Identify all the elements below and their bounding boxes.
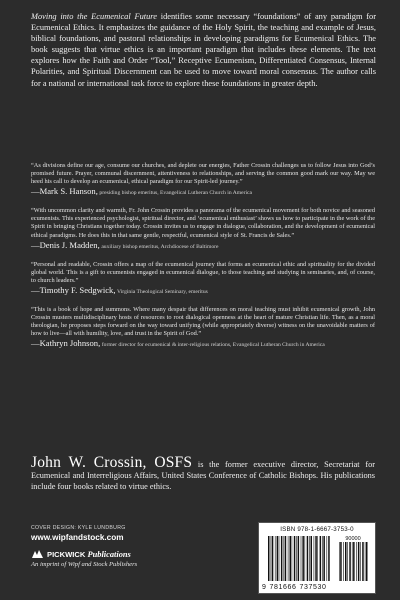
barcode-bar <box>301 536 302 581</box>
barcode-bar <box>296 536 297 581</box>
barcode-bar <box>288 536 289 581</box>
endorsement-text: “Personal and readable, Crossin offers a map of the ecumenical journey that forms an ecumenical ethic and spirituality for the divided global world. This is a gift to ecumenists engaged in ecumenical dialogue, to those teaching and studying in seminaries, and, of course, to church leaders.” <box>31 260 375 284</box>
barcode-bar <box>358 542 360 581</box>
barcode-bar <box>285 536 287 581</box>
barcode-bar <box>305 536 306 581</box>
description-body: identifies some necessary “foundations” of any paradigm for Ecumenical Ethics. It emphasizes the guidance of the Holy Spirit, the teaching and example of Jesus, biblical foundations, and pastoral relationships in developing paradigms for Ecumenical Ethics. The book suggests that virtue ethics is an important paradigm that includes these elements. The text explores how the Faith and Order “Tool,” Receptive Ecumenism, Differentiated Consensus, Internal Polarities, and Spiritual Discernment can be used to move toward moral consensus. The author calls for a national or international task force to explore these foundations in greater depth. <box>31 12 377 88</box>
pickwick-logo-icon <box>31 549 44 559</box>
author-name: John W. Crossin, OSFS <box>31 454 193 471</box>
barcode-price-code: 90000 <box>345 536 361 542</box>
barcode-bar <box>317 536 318 581</box>
barcode-bar <box>302 536 304 581</box>
publisher-website: www.wipfandstock.com <box>31 533 124 542</box>
publisher-name-caps: PICKWICK <box>47 549 86 559</box>
barcode-digits-right: 737530 <box>299 584 327 591</box>
endorser-name: —Mark S. Hanson, <box>31 186 98 197</box>
barcode-bar <box>362 542 364 581</box>
endorsement-text: “This is a book of hope and summons. Where many despair that differences on moral teaching must inhibit ecumenical growth, John Crossin musters multidisciplinary hosts of resources to root dialogical openness at the heart of mature Christian life. Then, as a moral theologian, he proposes steps forward on the way toward unifying (while appropriately diverse) witness on the unavoidable matters of how to live—all with humility, love, and trust in the Spirit of God.” <box>31 305 375 338</box>
barcode-bar <box>292 536 293 581</box>
endorser-name: —Denis J. Madden, <box>31 239 100 250</box>
endorsement-attribution <box>31 187 375 198</box>
barcode-bar <box>322 536 323 581</box>
barcode-bar <box>272 536 274 581</box>
publisher-logo <box>31 549 131 559</box>
endorser-role: auxiliary bishop emeritus, Archdiocese of Baltimore <box>101 243 219 250</box>
isbn-number: ISBN 978-1-6667-3753-0 <box>280 526 354 533</box>
publisher-name-italic: Publications <box>87 549 131 559</box>
endorsement <box>31 306 375 350</box>
barcode-bar <box>366 542 368 581</box>
barcode-bar <box>290 536 292 581</box>
barcode-bar <box>340 542 342 581</box>
book-title-italic: Moving into the Ecumenical Future <box>31 12 157 21</box>
barcode-bar <box>298 536 300 581</box>
endorser-role: former director for ecumenical & inter-religious relations, Evangelical Lutheran Church in America <box>101 342 325 349</box>
cover-design-credit: COVER DESIGN: KYLE LUNDBURG <box>31 525 126 531</box>
barcode-bar <box>343 542 344 581</box>
author-bio <box>31 454 376 492</box>
barcode-bar <box>365 542 366 581</box>
barcode-bar <box>271 536 272 581</box>
barcode-bar <box>277 536 279 581</box>
barcode-bar <box>353 542 355 581</box>
barcode-digit-first: 9 <box>262 584 266 591</box>
barcode-bar <box>356 542 357 581</box>
endorsement-attribution <box>31 339 375 350</box>
endorsement <box>31 261 375 297</box>
endorser-role: Virginia Theological Seminary, emeritus <box>117 288 208 295</box>
endorser-role: presiding bishop emeritus, Evangelical Lutheran Church in America <box>99 190 252 197</box>
barcode-bar <box>320 536 322 581</box>
barcode-bar <box>307 536 309 581</box>
barcode-bar <box>275 536 276 581</box>
barcode-bar <box>360 542 361 581</box>
book-description <box>31 11 376 89</box>
barcode-bar <box>349 542 351 581</box>
endorsement <box>31 207 375 251</box>
barcode-bar <box>294 536 296 581</box>
barcode-bar <box>339 542 340 581</box>
barcode-bar <box>328 536 330 581</box>
barcode-bar <box>315 536 317 581</box>
publisher-imprint: An imprint of Wipf and Stock Publishers <box>31 561 138 568</box>
barcode-bar <box>347 542 348 581</box>
endorsement-text: “With uncommon clarity and warmth, Fr. John Crossin provides a panorama of the ecumenical movement for both novice and seasoned ecumenists. This experienced psychologist, spiritual director, and ‘ecumenical enthusiast’ shows us how to participate in the work of the Spirit in bringing Christians together today. Crossin invites us to engage in dialogue, collaboration, and the development of ecumenical ethical paradigms. He does this in that same gentle, respectful, ecumenical style of St. Francis de Sales.” <box>31 207 375 239</box>
barcode-bar <box>327 536 328 581</box>
barcode-digits-left: 781666 <box>269 584 297 591</box>
isbn-barcode <box>258 522 376 594</box>
barcode-bar <box>284 536 285 581</box>
barcode-bar <box>352 542 353 581</box>
endorsement-attribution <box>31 286 375 297</box>
barcode-bar <box>311 536 313 581</box>
barcode-bar <box>281 536 283 581</box>
author-bio-text: is the former executive director, Secretariat for Ecumenical and Interreligious Affairs, United States Conference of Catholic Bishops. His publications include four books related to virtue ethics. <box>31 460 376 491</box>
barcode-bar <box>323 536 325 581</box>
barcode-graphic <box>259 534 375 592</box>
endorsement-text: “As divisions define our age, consume our churches, and deplete our energies, Father Crossin challenges us to follow Jesus into God’s promised future. Prayer, communal discernment, attentiveness to relationships, and serving the common good mark our way. May we heed his call to develop an ecumenical, ethical paradigm for our Spirit-led journey.” <box>31 162 375 186</box>
barcode-bar <box>279 536 280 581</box>
endorser-name: —Kathryn Johnson, <box>31 338 101 349</box>
barcode-bar <box>268 536 270 581</box>
endorser-name: —Timothy F. Sedgwick, <box>31 284 116 295</box>
barcode-bar <box>345 542 347 581</box>
endorsement <box>31 162 375 198</box>
barcode-bar <box>309 536 310 581</box>
barcode-bar <box>314 536 315 581</box>
endorsements <box>31 162 375 359</box>
endorsement-attribution <box>31 241 375 252</box>
